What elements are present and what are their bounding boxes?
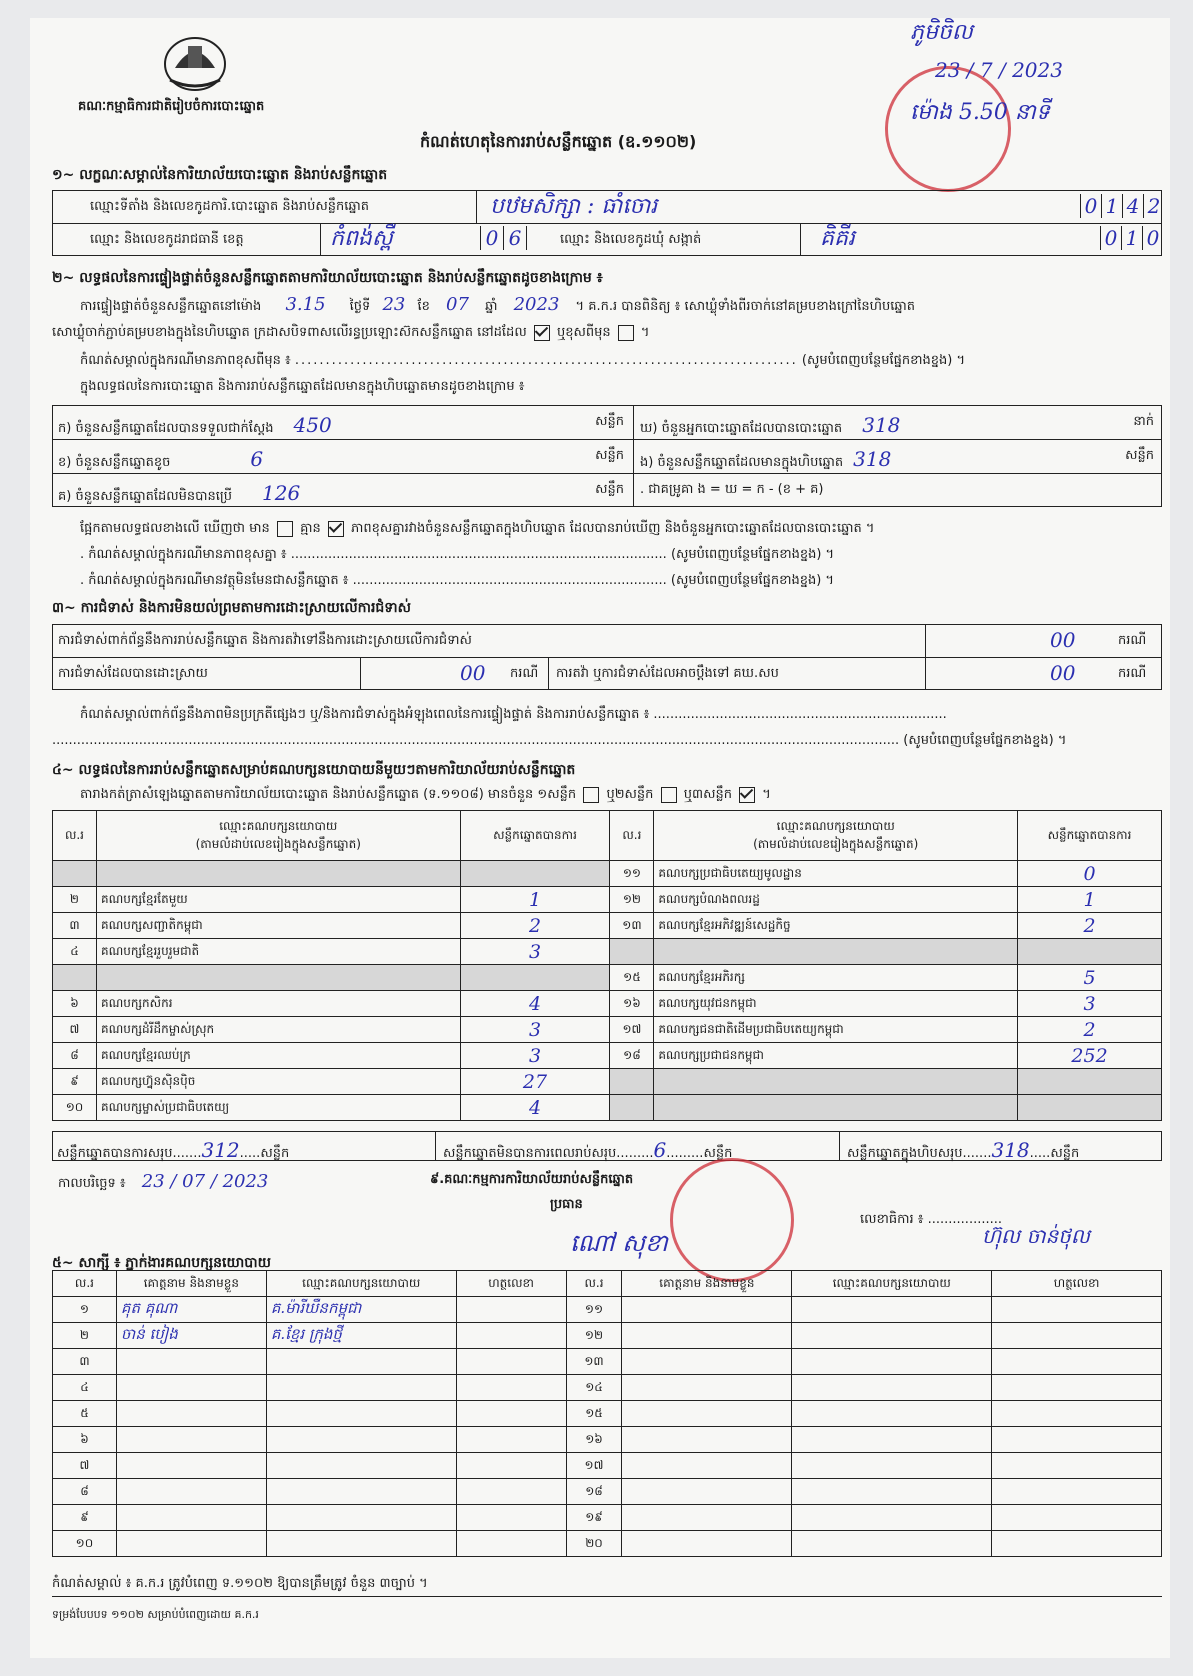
row-no (610, 1069, 654, 1095)
row-votes: 2 (1018, 913, 1162, 939)
table-cell[interactable] (266, 1505, 456, 1531)
table-cell[interactable]: ចាន់ បៀង (116, 1323, 266, 1349)
section3-row2a-unit: ករណី (510, 666, 539, 681)
nec-logo (160, 28, 230, 94)
table-cell[interactable] (992, 1349, 1162, 1375)
table-cell[interactable] (116, 1453, 266, 1479)
section3-row1: ការជំទាស់ពាក់ព័ន្ធនឹងការរាប់សន្លឹកឆ្នោត និងការតវ៉ាទៅនឹងការដោះស្រាយលើការជំទាស់ (58, 633, 472, 648)
table-cell[interactable]: ២០ (566, 1531, 622, 1557)
committee-stamp (670, 1158, 794, 1282)
table-cell[interactable] (992, 1427, 1162, 1453)
table-cell[interactable] (456, 1297, 566, 1323)
table-cell[interactable]: ១៧ (566, 1453, 622, 1479)
table-cell[interactable]: ១០ (53, 1531, 117, 1557)
diff-no-checkbox[interactable] (328, 521, 344, 537)
result-formula: . ជាគម្រូគា ង = ឃ = ក - (ខ + គ) (640, 482, 824, 497)
witness-table: ល.រ គោត្តនាម និងនាមខ្លួន ឈ្មោះគណបក្សនយោបាយ ហត្ថលេខា ល.រ គោត្តនាម និងនាមខ្លួន ឈ្មោះគណបក្សនយោបាយ ហត្ថលេខា ១ គុត គុណា គ.ម៉ារីឃឺនកម្ពុជា ១១ ២ ចាន់ បៀង គ.ខ្មែរ ក្រុងថ្មី ១២ ៣ ១៣ ៤ ១៤ ៥ ១៥ ៦ ១៦ ៧ ១៧ ៨ ១៨ ៩ ១៩ ១០ ២០ (52, 1270, 1162, 1557)
table-row (53, 1375, 1162, 1401)
section3-row1-unit: ករណី (1118, 633, 1147, 648)
table-cell[interactable]: ១៤ (566, 1375, 622, 1401)
table-row (53, 965, 1162, 991)
section1-row2-label2: ឈ្មោះ និងលេខកូដឃុំ សង្កាត់ (560, 232, 702, 247)
table-cell[interactable] (792, 1323, 992, 1349)
sheet1-checkbox[interactable] (583, 787, 599, 803)
different-checkbox[interactable] (618, 325, 634, 341)
table-cell[interactable]: គ.ម៉ារីឃឺនកម្ពុជា (266, 1297, 456, 1323)
table-cell[interactable] (266, 1375, 456, 1401)
row-votes: 3 (460, 1043, 610, 1069)
table-cell[interactable] (622, 1453, 792, 1479)
section4-title: ៤~ លទ្ធផលនៃការរាប់សន្លឹកឆ្នោតសម្រាប់គណបក្សនយោបាយនីមួយៗតាមការិយាល័យរាប់សន្លឹកឆ្នោត (52, 762, 576, 778)
row-votes: 0 (1018, 861, 1162, 887)
table-row (53, 861, 1162, 887)
table-row (53, 1427, 1162, 1453)
row-no: ១០ (53, 1095, 97, 1121)
table-cell[interactable] (266, 1401, 456, 1427)
table-cell[interactable]: ១១ (566, 1297, 622, 1323)
table-cell[interactable] (992, 1323, 1162, 1349)
result-kho: ឃ) ចំនួនអ្នកបោះឆ្នោតដែលបានបោះឆ្នោត 318 នាក់ (640, 413, 1154, 437)
row-no (53, 861, 97, 887)
section5-title: ៥~ សាក្សី ៖ ភ្នាក់ងារគណបក្សនយោបាយ (52, 1255, 271, 1271)
row-no: ១១ (610, 861, 654, 887)
diff-yes-checkbox[interactable] (277, 521, 293, 537)
row-no (53, 965, 97, 991)
table-row (53, 913, 1162, 939)
table-cell[interactable]: ៨ (53, 1479, 117, 1505)
row-no: ២ (53, 887, 97, 913)
row-votes: 4 (460, 991, 610, 1017)
row-no: ៤ (53, 939, 97, 965)
table-cell[interactable] (456, 1505, 566, 1531)
row-votes: 252 (1018, 1043, 1162, 1069)
votes-table (52, 810, 1162, 1121)
result-ka: ក) ចំនួនសន្លឹកឆ្នោតដែលបានទទួលជាក់ស្តែង 450 សន្លឹក (58, 413, 624, 437)
row-party: គណបក្សបំណងពលរដ្ឋ (654, 887, 1018, 913)
section2-check-line: ផ្អែកតាមលទ្ធផលខាងលើ ឃើញថា មាន គ្មាន ភាពខុសគ្នារវាងចំនួនសន្លឹកឆ្នោតក្នុងហិបឆ្នោត ដែលបានរាប់ឃើញ និងចំនួនអ្នកបោះឆ្នោតដែលបានបោះឆ្នោត ។ (80, 521, 875, 536)
table-cell[interactable] (116, 1479, 266, 1505)
table-cell[interactable] (266, 1427, 456, 1453)
row-party: គណបក្សយុវជនកម្ពុជា (654, 991, 1018, 1017)
table-cell[interactable]: ៥ (53, 1401, 117, 1427)
section1-title: ១~ លក្ខណៈសម្គាល់នៃការិយាល័យបោះឆ្នោត និងរាប់សន្លឹកឆ្នោត (52, 167, 388, 183)
table-cell[interactable] (792, 1531, 992, 1557)
table-cell[interactable] (792, 1505, 992, 1531)
table-cell[interactable] (992, 1479, 1162, 1505)
row-no: ១៦ (610, 991, 654, 1017)
col-party-right: ឈ្មោះគណបក្សនយោបាយ (តាមលំដាប់លេខរៀងក្នុងសន្លឹកឆ្នោត) (654, 811, 1018, 861)
table-row (53, 1505, 1162, 1531)
result-ko: គ) ចំនួនសន្លឹកឆ្នោតដែលមិនបានប្រើ 126 សន្លឹក (58, 481, 624, 505)
table-cell[interactable]: ៧ (53, 1453, 117, 1479)
row-party (654, 939, 1018, 965)
row-party: គណបក្សខ្មែរអភិរក្ស (654, 965, 1018, 991)
table-cell[interactable]: គ.ខ្មែរ ក្រុងថ្មី (266, 1323, 456, 1349)
section1-row1-value: បឋមសិក្សា : ធាំចោរ (490, 194, 658, 219)
table-cell[interactable] (266, 1479, 456, 1505)
table-cell[interactable] (266, 1349, 456, 1375)
table-cell[interactable]: ១៥ (566, 1401, 622, 1427)
table-cell[interactable]: ៣ (53, 1349, 117, 1375)
row-no (610, 939, 654, 965)
table-cell[interactable] (622, 1479, 792, 1505)
row-votes: 2 (1018, 1017, 1162, 1043)
table-cell[interactable] (116, 1349, 266, 1375)
section1-row2-value2: គិគីរ (820, 226, 855, 251)
col-votes-right: សន្លឹកឆ្នោតបានការ (1018, 811, 1162, 861)
table-cell[interactable] (116, 1427, 266, 1453)
footer-note: កំណត់សម្គាល់ ៖ គ.ក.រ ត្រូវបំពេញ ទ.១១០២ ឱ្យបានត្រឹមត្រូវ ចំនួន ៣ច្បាប់ ។ (52, 1576, 428, 1591)
chair-signature: ណៅ សុខា (570, 1229, 668, 1257)
table-cell[interactable]: ៤ (53, 1375, 117, 1401)
result-kha: ខ) ចំនួនសន្លឹកឆ្នោតខូច 6 សន្លឹក (58, 447, 624, 471)
row-no: ១៣ (610, 913, 654, 939)
table-cell[interactable] (992, 1453, 1162, 1479)
top-stamp-hand3: ម៉ោង 5.50 នាទី (910, 100, 1050, 125)
table-cell[interactable] (116, 1531, 266, 1557)
table-cell[interactable] (792, 1401, 992, 1427)
row-party: គណបក្សប្រជាជនកម្ពុជា (654, 1043, 1018, 1069)
section2-line2: សោឃ្លុំចាក់ភ្ជាប់គម្របខាងក្នុងនៃហិបឆ្នោត ក្រដាសបិទពាសលើរន្ធប្រឡោះស៊កសន្លឹកឆ្នោត នៅដដែល ឬខុសពីមុន ។ (52, 325, 650, 340)
table-cell[interactable]: គុត គុណា (116, 1297, 266, 1323)
col-no-left: ល.រ (53, 811, 97, 861)
section1-row2-value: កំពង់ស្ពឺ (330, 226, 393, 251)
top-stamp-hand1: ភូមិចិល (910, 20, 973, 45)
row-votes (460, 965, 610, 991)
committee-label: ៩.គណៈកម្មការការិយាល័យរាប់សន្លឹកឆ្នោត (430, 1172, 634, 1187)
row-votes: 3 (1018, 991, 1162, 1017)
table-cell[interactable] (456, 1323, 566, 1349)
signoff-date: កាលបរិច្ឆេទ ៖ 23 / 07 / 2023 (58, 1171, 269, 1192)
row-party: គណបក្សដំរីដឹកម្ចាស់ស្រុក (96, 1017, 460, 1043)
section1-row2-code2: 0 1 0 (1100, 226, 1163, 250)
table-row (53, 1401, 1162, 1427)
table-cell[interactable] (622, 1427, 792, 1453)
secretary-label: លេខាធិការ ៖ .................. (860, 1212, 1002, 1227)
table-cell[interactable] (266, 1453, 456, 1479)
table-cell[interactable]: ១៩ (566, 1505, 622, 1531)
row-party: គណបក្សជនជាតិដើមប្រជាធិបតេយ្យកម្ពុជា (654, 1017, 1018, 1043)
section3-title: ៣~ ការជំទាស់ និងការមិនយល់ព្រមតាមការដោះស្រាយលើការជំទាស់ (52, 600, 411, 616)
table-cell[interactable] (622, 1323, 792, 1349)
row-votes (460, 861, 610, 887)
table-cell[interactable]: ១ (53, 1297, 117, 1323)
table-row (53, 991, 1162, 1017)
row-no: ៨ (53, 1043, 97, 1069)
table-cell[interactable]: ៦ (53, 1427, 117, 1453)
row-party (654, 1069, 1018, 1095)
table-cell[interactable] (622, 1401, 792, 1427)
sheet3-checkbox[interactable] (739, 787, 755, 803)
document-page (30, 18, 1170, 1658)
same-checkbox[interactable] (534, 325, 550, 341)
section2-line4: ក្នុងលទ្ធផលនៃការបោះឆ្នោត និងការរាប់សន្លឹកឆ្នោតដែលមានក្នុងហិបឆ្នោតមានដូចខាងក្រោម ៖ (80, 379, 525, 394)
table-cell[interactable] (456, 1479, 566, 1505)
row-no: ៧ (53, 1017, 97, 1043)
row-party: គណបក្សខ្មែរតែមួយ (96, 887, 460, 913)
table-cell[interactable]: ២ (53, 1323, 117, 1349)
table-row (53, 1095, 1162, 1121)
top-stamp-hand2: 23 / 7 / 2023 (935, 58, 1063, 82)
section1-row1-code: 0 1 4 2 (1080, 194, 1164, 218)
table-cell[interactable] (456, 1531, 566, 1557)
section2-line3: កំណត់សម្គាល់ក្នុងករណីមានភាពខុសពីមុន ៖ .................................................................................. (សូមបំពេញបន្ថែមផ្នែកខាងខ្នង) ។ (80, 353, 966, 368)
row-no: ៣ (53, 913, 97, 939)
section2-line1: ការផ្ទៀងផ្ទាត់ចំនួនសន្លឹកឆ្នោតនៅម៉ោង 3.15 ថ្ងៃទី 23 ខែ 07 ឆ្នាំ 2023 ។ គ.ក.រ បានពិនិត្យ ៖ សោឃ្លុំទាំងពីរចាក់នៅគម្របខាងក្រៅនៃហិបឆ្នោត (80, 294, 916, 315)
section3-row2b-value: 00 (1050, 661, 1076, 685)
section1-row1-label: ឈ្មោះទីតាំង និងលេខកូដការិ.បោះឆ្នោត និងរាប់សន្លឹកឆ្នោត (90, 199, 369, 214)
row-votes: 1 (460, 887, 610, 913)
section1-row2-code: 0 6 (480, 226, 527, 250)
table-cell[interactable] (792, 1297, 992, 1323)
table-cell[interactable]: ១៦ (566, 1427, 622, 1453)
totals-row: សន្លឹកឆ្នោតបានការសរុប.......312.....សន្លឹក សន្លឹកឆ្នោតមិនបានការពេលរាប់សរុប.........6.........សន្លឹក សន្លឹកឆ្នោតក្នុងហិបសរុប.......318.....សន្លឹក (52, 1131, 1162, 1161)
table-cell[interactable] (792, 1349, 992, 1375)
table-cell[interactable] (992, 1531, 1162, 1557)
secretary-signature: ហ៊ុល ចាន់ថុល (982, 1224, 1090, 1248)
row-no: ១៧ (610, 1017, 654, 1043)
table-cell[interactable] (622, 1505, 792, 1531)
table-row (53, 939, 1162, 965)
table-row (53, 1043, 1162, 1069)
page-title: កំណត់ហេតុនៃការរាប់សន្លឹកឆ្នោត (ឧ.១១០២) (420, 132, 697, 151)
footer-form: ទម្រង់បែបបទ ១១០២ សម្រាប់បំពេញដោយ គ.ក.រ (52, 1608, 259, 1621)
row-votes: 27 (460, 1069, 610, 1095)
table-row (53, 1069, 1162, 1095)
table-row (53, 1017, 1162, 1043)
table-row (53, 1531, 1162, 1557)
row-no: ១២ (610, 887, 654, 913)
table-cell[interactable] (792, 1427, 992, 1453)
row-votes: 2 (460, 913, 610, 939)
col-votes-left: សន្លឹកឆ្នោតបានការ (460, 811, 610, 861)
row-votes (1018, 939, 1162, 965)
row-party: គណបក្សកសិករ (96, 991, 460, 1017)
section3-row2a: ការជំទាស់ដែលបានដោះស្រាយ (58, 666, 208, 681)
table-cell[interactable] (456, 1453, 566, 1479)
table-cell[interactable] (456, 1401, 566, 1427)
table-cell[interactable] (792, 1375, 992, 1401)
row-no: ៩ (53, 1069, 97, 1095)
table-cell[interactable] (992, 1505, 1162, 1531)
table-cell[interactable] (116, 1375, 266, 1401)
table-cell[interactable] (622, 1375, 792, 1401)
table-row (53, 1479, 1162, 1505)
table-cell[interactable] (266, 1531, 456, 1557)
row-votes: 3 (460, 1017, 610, 1043)
table-row (53, 1349, 1162, 1375)
table-row (53, 1323, 1162, 1349)
org-name: គណៈកម្មាធិការជាតិរៀបចំការបោះឆ្នោត (78, 99, 265, 114)
row-votes (1018, 1095, 1162, 1121)
section3-row2b: ការតវ៉ា ឬការជំទាស់ដែលអាចប្ដឹងទៅ គឃ.សប (556, 666, 779, 681)
section3-row1-value: 00 (1050, 628, 1076, 652)
row-no (610, 1095, 654, 1121)
table-row (53, 1297, 1162, 1323)
row-votes: 4 (460, 1095, 610, 1121)
section2-title: ២~ លទ្ធផលនៃការផ្ទៀងផ្ទាត់ចំនួនសន្លឹកឆ្នោតតាមការិយាល័យបោះឆ្នោត និងរាប់សន្លឹកឆ្នោតដូចខាងក្រោម ៖ (52, 270, 603, 286)
section3-row2b-unit: ករណី (1118, 666, 1147, 681)
section4-subtitle: តារាងកត់ត្រាសំឡេងឆ្នោតតាមការិយាល័យបោះឆ្នោត និងរាប់សន្លឹកឆ្នោត (ទ.១១០៨) មានចំនួន ១សន្លឹក ឬ២សន្លឹក ឬ៣សន្លឹក ។ (80, 787, 771, 802)
result-ngo: ង) ចំនួនសន្លឹកឆ្នោតដែលមានក្នុងហិបឆ្នោត 318 សន្លឹក (640, 447, 1154, 471)
section3-row2a-value: 00 (460, 661, 486, 685)
chair-label: ប្រធាន (550, 1197, 583, 1212)
table-cell[interactable] (792, 1479, 992, 1505)
col-party-left: ឈ្មោះគណបក្សនយោបាយ (តាមលំដាប់លេខរៀងក្នុងសន្លឹកឆ្នោត) (96, 811, 460, 861)
row-party (96, 861, 460, 887)
table-cell[interactable] (116, 1505, 266, 1531)
table-cell[interactable] (992, 1401, 1162, 1427)
table-cell[interactable] (456, 1427, 566, 1453)
table-cell[interactable] (622, 1349, 792, 1375)
row-party: គណបក្សហ្វ៊ុនស៊ិនប៉ិច (96, 1069, 460, 1095)
section2-note1: . កំណត់សម្គាល់ក្នុងករណីមានភាពខុសគ្នា ៖ ........................................................................................... (សូមបំពេញបន្ថែមផ្នែកខាងខ្នង) ។ (80, 547, 835, 562)
row-party: គណបក្សសញ្ជាតិកម្ពុជា (96, 913, 460, 939)
row-votes: 1 (1018, 887, 1162, 913)
table-cell[interactable] (992, 1297, 1162, 1323)
section3-note: កំណត់សម្គាល់ពាក់ព័ន្ធនឹងភាពមិនប្រក្រតីផ្សេងៗ ឬ/និងការជំទាស់ក្នុងអំឡុងពេលនៃការផ្ទៀងផ្ទាត់ និងការរាប់សន្លឹកឆ្នោត ៖ ....................................................................... (80, 707, 947, 722)
table-cell[interactable] (116, 1401, 266, 1427)
row-party: គណបក្សខ្មែរអភិវឌ្ឍន៍សេដ្ឋកិច្ច (654, 913, 1018, 939)
section3-note-fill: ............................................................................................................................................................................................................. (សូមបំពេញបន្ថែមផ្នែកខាងខ្នង) ។ (52, 733, 1067, 748)
table-cell[interactable] (992, 1375, 1162, 1401)
row-party: គណបក្សប្រជាធិបតេយ្យមូលដ្ឋាន (654, 861, 1018, 887)
table-cell[interactable] (622, 1531, 792, 1557)
row-party: គណបក្សខ្មែរឈប់ក្រ (96, 1043, 460, 1069)
table-cell[interactable] (792, 1453, 992, 1479)
row-votes: 5 (1018, 965, 1162, 991)
table-cell[interactable]: ៩ (53, 1505, 117, 1531)
col-no-right: ល.រ (610, 811, 654, 861)
row-no: ១៥ (610, 965, 654, 991)
table-row (53, 887, 1162, 913)
row-party (654, 1095, 1018, 1121)
row-votes: 3 (460, 939, 610, 965)
row-party: គណបក្សខ្មែររួបរួមជាតិ (96, 939, 460, 965)
row-no: ៦ (53, 991, 97, 1017)
sheet2-checkbox[interactable] (661, 787, 677, 803)
section2-note2: . កំណត់សម្គាល់ក្នុងករណីមានវត្ថុមិនមែនជាសន្លឹកឆ្នោត ៖ ............................................................................ (សូមបំពេញបន្ថែមផ្នែកខាងខ្នង) ។ (80, 573, 835, 588)
table-row (53, 1453, 1162, 1479)
table-cell[interactable] (622, 1297, 792, 1323)
table-cell[interactable] (456, 1349, 566, 1375)
row-party (96, 965, 460, 991)
section1-row2-label: ឈ្មោះ និងលេខកូដរាជធានី ខេត្ត (90, 232, 244, 247)
row-party: គណបក្សម្ចាស់ប្រជាធិបតេយ្យ (96, 1095, 460, 1121)
table-cell[interactable] (456, 1375, 566, 1401)
row-votes (1018, 1069, 1162, 1095)
table-cell[interactable]: ១២ (566, 1323, 622, 1349)
table-cell[interactable]: ១៣ (566, 1349, 622, 1375)
table-cell[interactable]: ១៨ (566, 1479, 622, 1505)
row-no: ១៨ (610, 1043, 654, 1069)
